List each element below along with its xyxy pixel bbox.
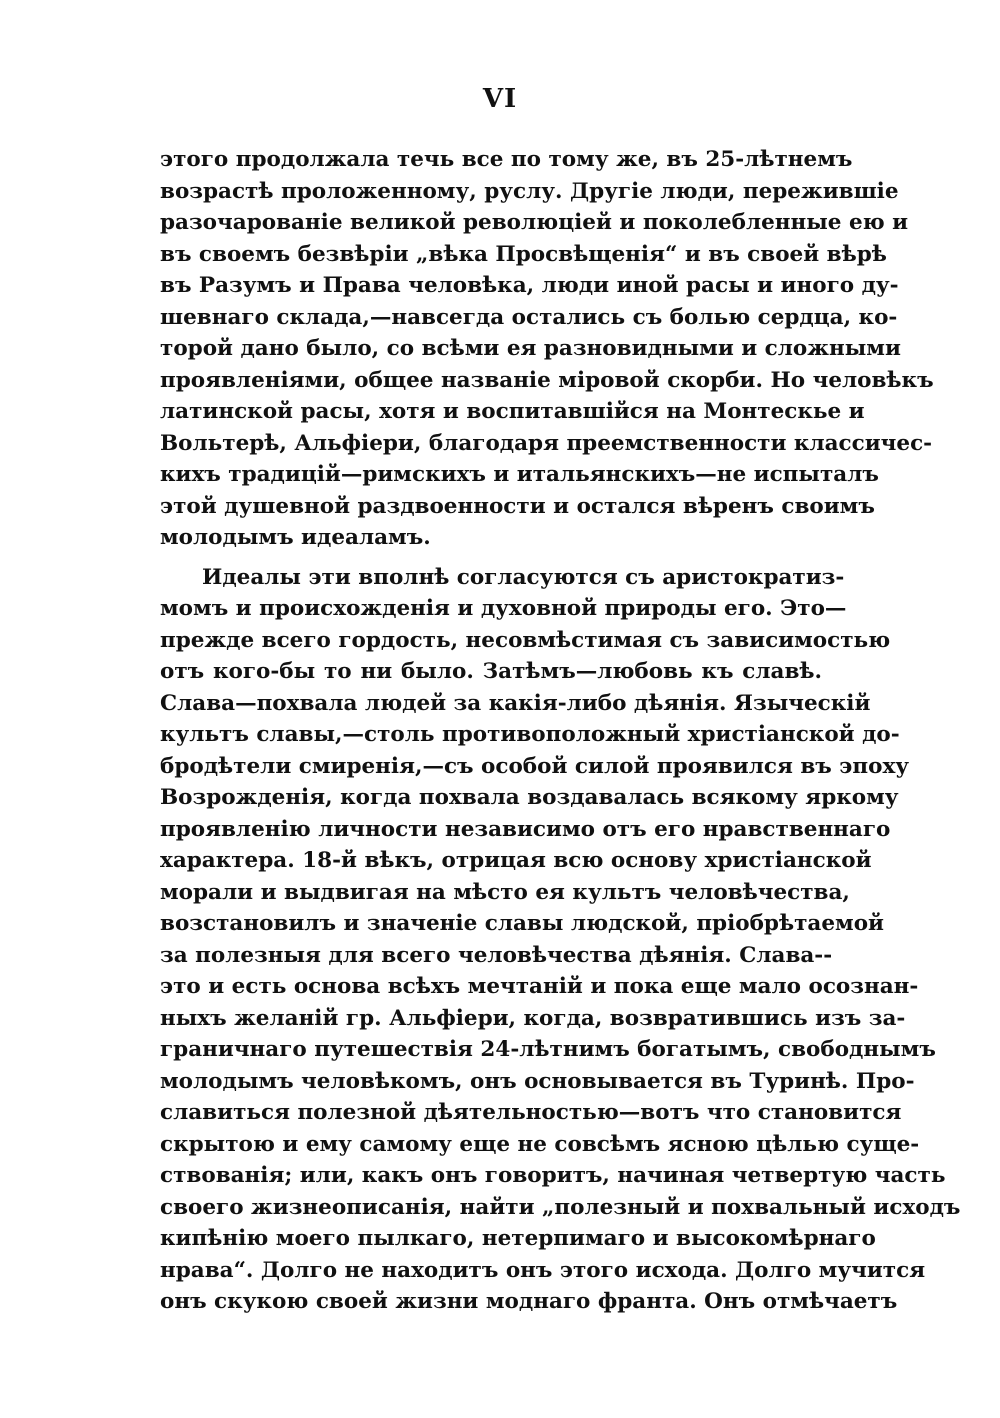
text-line: своего жизнеописанія, найти „полезный и похвальный исходъ	[160, 1194, 961, 1220]
text-line: этого продолжала течь все по тому же, въ 25-лѣтнемъ	[160, 147, 853, 172]
text-line: Идеалы эти вполнѣ согласуются съ аристократиз-	[202, 564, 845, 590]
text-line: скрытою и ему самому еще не совсѣмъ ясною цѣлью суще-	[160, 1131, 920, 1157]
text-line: шевнаго склада,—навсегда остались съ болью сердца, ко-	[160, 304, 898, 330]
text-line: Возрожденія, когда похвала воздавалась всякому яркому	[160, 785, 899, 810]
text-line: молодымъ идеаламъ.	[160, 525, 431, 550]
text-line: за полезныя для всего человѣчества дѣянія. Слава--	[160, 942, 833, 968]
text-line: культъ славы,—столь противоположный христіанской до-	[160, 722, 900, 747]
text-line: Вольтерѣ, Альфіери, благодаря преемственности классичес-	[160, 430, 933, 456]
text-line: кихъ традицій—римскихъ и итальянскихъ—не испыталъ	[160, 462, 879, 487]
text-line: въ Разумъ и Права человѣка, люди иной расы и иного ду-	[160, 273, 899, 298]
text-line: ствованія; или, какъ онъ говоритъ, начиная четвертую часть	[160, 1163, 946, 1188]
text-line: возстановилъ и значеніе славы людской, пріобрѣтаемой	[160, 911, 884, 936]
text-line: кипѣнію моего пылкаго, нетерпимаго и высокомѣрнаго	[160, 1226, 876, 1251]
text-line: граничнаго путешествія 24-лѣтнимъ богатымъ, свободнымъ	[160, 1037, 936, 1062]
text-line: это и есть основа всѣхъ мечтаній и пока еще мало осознан-	[160, 974, 919, 999]
text-line: момъ и происхожденія и духовной природы его. Это—	[160, 596, 847, 621]
text-line: славиться полезной дѣятельностью—вотъ что становится	[160, 1100, 902, 1125]
text-line: этой душевной раздвоенности и остался вѣренъ своимъ	[160, 493, 875, 519]
text-line: отъ кого-бы то ни было. Затѣмъ—любовь къ славѣ.	[160, 659, 822, 684]
text-line: латинской расы, хотя и воспитавшійся на Монтескье и	[160, 399, 865, 424]
page-number: VI	[482, 84, 518, 114]
text-line: Слава—похвала людей за какія-либо дѣянія. Языческій	[160, 690, 871, 716]
text-line: морали и выдвигая на мѣсто ея культъ человѣчества,	[160, 879, 850, 905]
text-line: торой дано было, со всѣми ея разновидными и сложными	[160, 336, 901, 361]
text-line: возрастѣ проложенному, руслу. Другіе люди, пережившіе	[160, 178, 899, 204]
text-line: прежде всего гордость, несовмѣстимая съ зависимостью	[160, 627, 891, 653]
text-line: проявленію личности независимо отъ его нравственнаго	[160, 816, 891, 842]
text-line: характера. 18-й вѣкъ, отрицая всю основу христіанской	[160, 848, 872, 873]
text-line: разочарованіе великой революціей и поколебленные ею и	[160, 210, 909, 235]
text-line: проявленіями, общее названіе міровой скорби. Но человѣкъ	[160, 367, 934, 393]
text-line: нрава“. Долго не находитъ онъ этого исхода. Долго мучится	[160, 1257, 926, 1283]
text-line: въ своемъ безвѣріи „вѣка Просвѣщенія“ и въ своей вѣрѣ	[160, 241, 887, 267]
text-line: молодымъ человѣкомъ, онъ основывается въ Туринѣ. Про-	[160, 1068, 915, 1094]
text-line: ныхъ желаній гр. Альфіери, когда, возвратившись изъ за-	[160, 1005, 906, 1031]
text-line: онъ скукою своей жизни моднаго франта. Онъ отмѣчаетъ	[160, 1289, 898, 1314]
text-line: бродѣтели смиренія,—съ особой силой проявился въ эпоху	[160, 753, 910, 779]
body-text	[160, 144, 961, 1318]
paragraph-gap	[160, 554, 822, 562]
